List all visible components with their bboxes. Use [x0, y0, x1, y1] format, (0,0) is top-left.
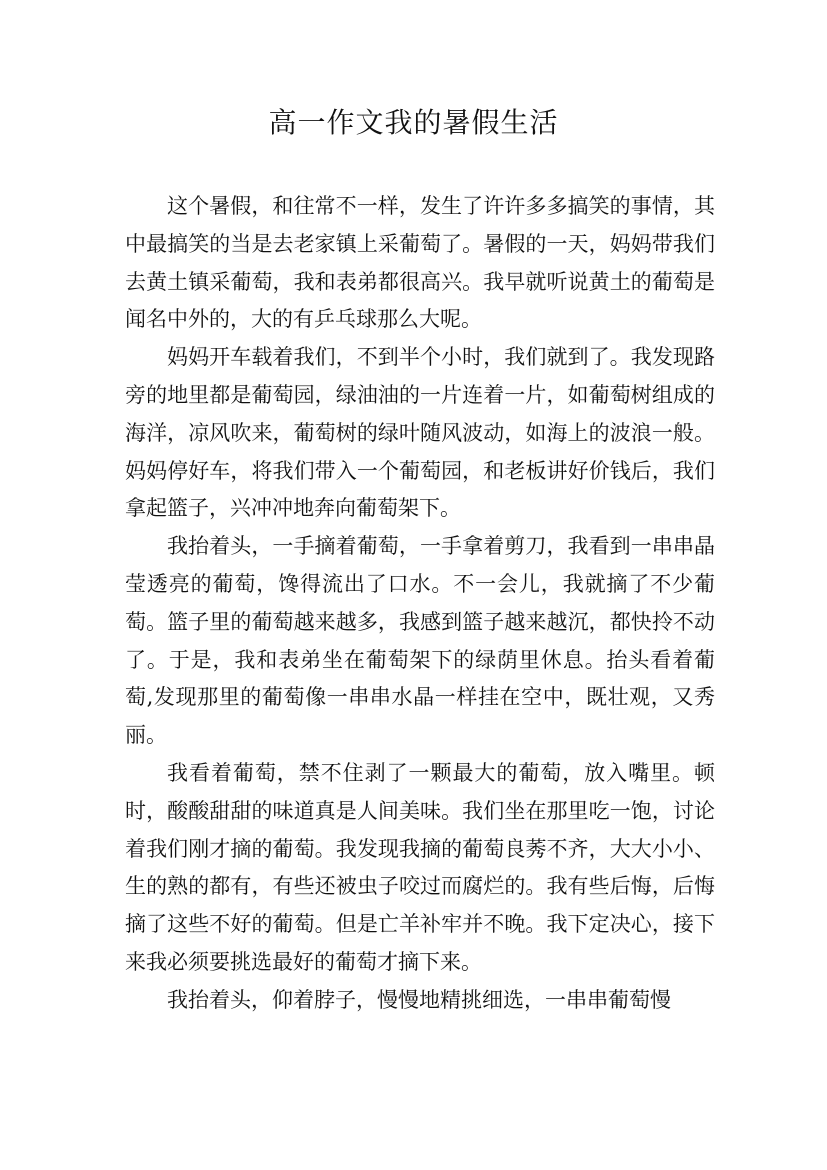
paragraph-5: 我抬着头，仰着脖子，慢慢地精挑细选，一串串葡萄慢	[167, 987, 671, 1012]
document-body	[125, 188, 715, 1020]
paragraph-1: 这个暑假，和往常不一样，发生了许许多多搞笑的事情，其中最搞笑的当是去老家镇上采葡萄了。暑假的一天，妈妈带我们去黄土镇采葡萄，我和表弟都很高兴。我早就听说黄土的葡萄是闻名中外的，大的有乒乓球那么大呢。	[125, 194, 715, 332]
document-title: 高一作文我的暑假生活	[268, 106, 559, 139]
paragraph-2: 妈妈开车载着我们，不到半个小时，我们就到了。我发现路旁的地里都是葡萄园，绿油油的一片连着一片，如葡萄树组成的海洋，凉风吹来，葡萄树的绿叶随风波动，如海上的波浪一般。妈妈停好车，将我们带入一个葡萄园，和老板讲好价钱后，我们拿起篮子，兴冲冲地奔向葡萄架下。	[125, 345, 715, 521]
paragraph-3: 我抬着头，一手摘着葡萄，一手拿着剪刀，我看到一串串晶莹透亮的葡萄，馋得流出了口水。不一会儿，我就摘了不少葡萄。篮子里的葡萄越来越多，我感到篮子越来越沉，都快拎不动了。于是，我和表弟坐在葡萄架下的绿荫里休息。抬头看着葡萄,发现那里的葡萄像一串串水晶一样挂在空中，既壮观，又秀丽。	[125, 534, 715, 748]
paragraph-4: 我看着葡萄，禁不住剥了一颗最大的葡萄，放入嘴里。顿时，酸酸甜甜的味道真是人间美味。我们坐在那里吃一饱，讨论着我们刚才摘的葡萄。我发现我摘的葡萄良莠不齐，大大小小、生的熟的都有，有些还被虫子咬过而腐烂的。我有些后悔，后悔摘了这些不好的葡萄。但是亡羊补牢并不晚。我下定决心，接下来我必须要挑选最好的葡萄才摘下来。	[125, 760, 715, 974]
